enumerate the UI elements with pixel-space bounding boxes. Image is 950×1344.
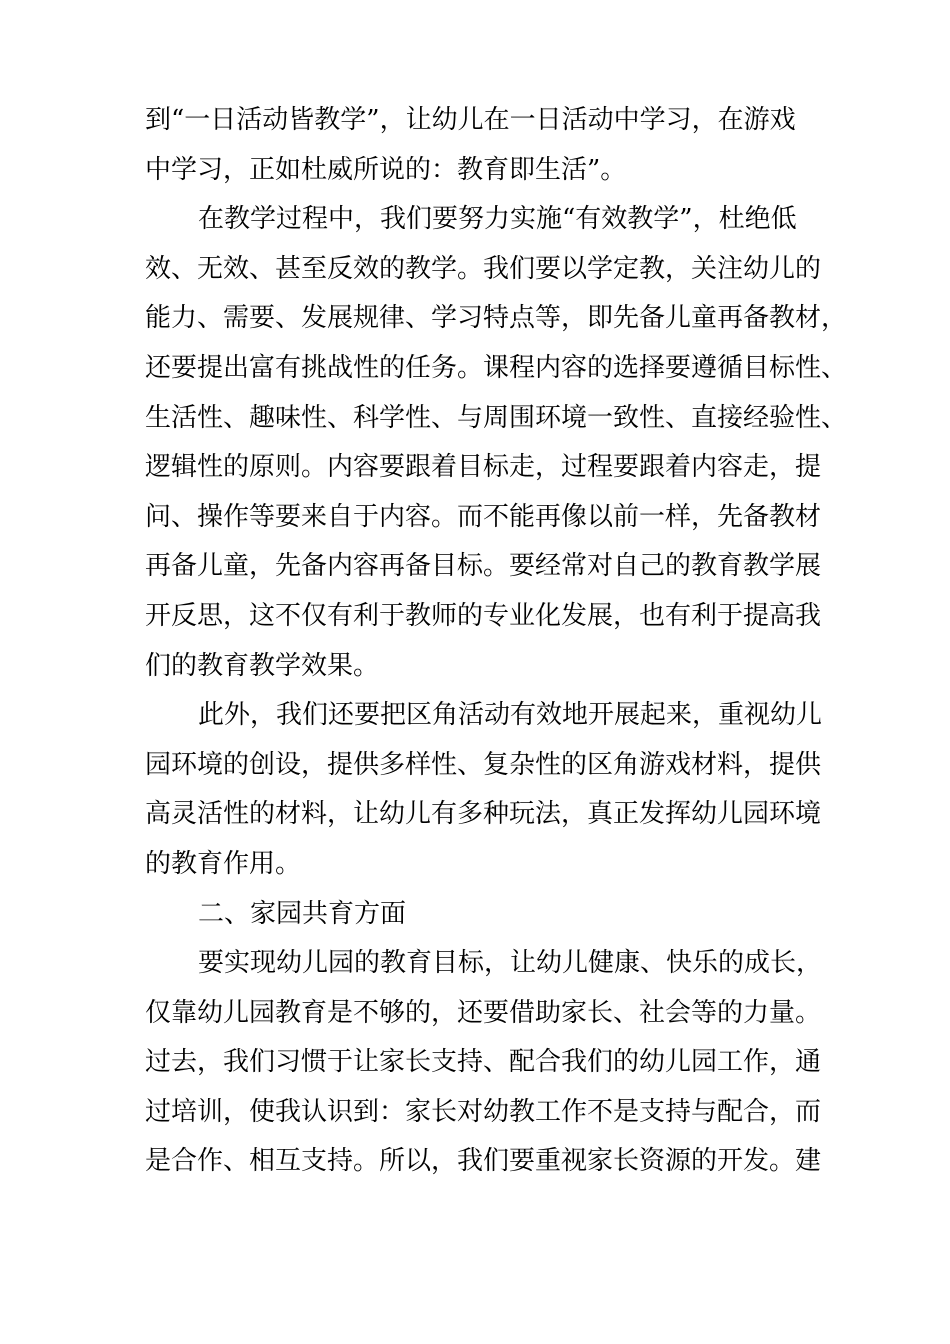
text-line: 仅靠幼儿园教育是不够的，还要借助家长、社会等的力量。 — [145, 997, 822, 1028]
document-body — [145, 96, 848, 1187]
text-line: 此外，我们还要把区角活动有效地开展起来，重视幼儿 — [198, 700, 823, 731]
text-line: 园环境的创设，提供多样性、复杂性的区角游戏材料，提供 — [145, 749, 822, 780]
text-line: 中学习，正如杜威所说的：教育即生活”。 — [145, 154, 627, 185]
text-line: 开反思，这不仅有利于教师的专业化发展，也有利于提高我 — [145, 600, 822, 631]
text-line: 效、无效、甚至反效的教学。我们要以学定教，关注幼儿的 — [145, 253, 822, 284]
text-line: 问、操作等要来自于内容。而不能再像以前一样，先备教材 — [145, 501, 822, 532]
text-line: 逻辑性的原则。内容要跟着目标走，过程要跟着内容走，提 — [145, 452, 822, 483]
text-line: 到“一日活动皆教学”，让幼儿在一日活动中学习，在游戏 — [145, 105, 796, 135]
text-line: 要实现幼儿园的教育目标，让幼儿健康、快乐的成长， — [198, 948, 823, 979]
text-line: 还要提出富有挑战性的任务。课程内容的选择要遵循目标性、 — [145, 352, 848, 383]
text-line: 生活性、趣味性、科学性、与周围环境一致性、直接经验性、 — [145, 402, 848, 433]
text-line: 在教学过程中，我们要努力实施“有效教学”，杜绝低 — [198, 204, 797, 235]
text-line: 能力、需要、发展规律、学习特点等，即先备儿童再备教材， — [145, 303, 848, 334]
text-line: 过培训，使我认识到：家长对幼教工作不是支持与配合，而 — [145, 1096, 822, 1127]
text-line: 再备儿童，先备内容再备目标。要经常对自己的教育教学展 — [145, 551, 822, 582]
text-line: 们的教育教学效果。 — [145, 650, 380, 681]
text-line: 过去，我们习惯于让家长支持、配合我们的幼儿园工作，通 — [145, 1047, 822, 1078]
section-heading: 二、家园共育方面 — [198, 898, 407, 929]
text-line: 是合作、相互支持。所以，我们要重视家长资源的开发。建 — [145, 1146, 822, 1177]
text-line: 的教育作用。 — [145, 848, 302, 879]
text-line: 高灵活性的材料，让幼儿有多种玩法，真正发挥幼儿园环境 — [145, 799, 822, 830]
